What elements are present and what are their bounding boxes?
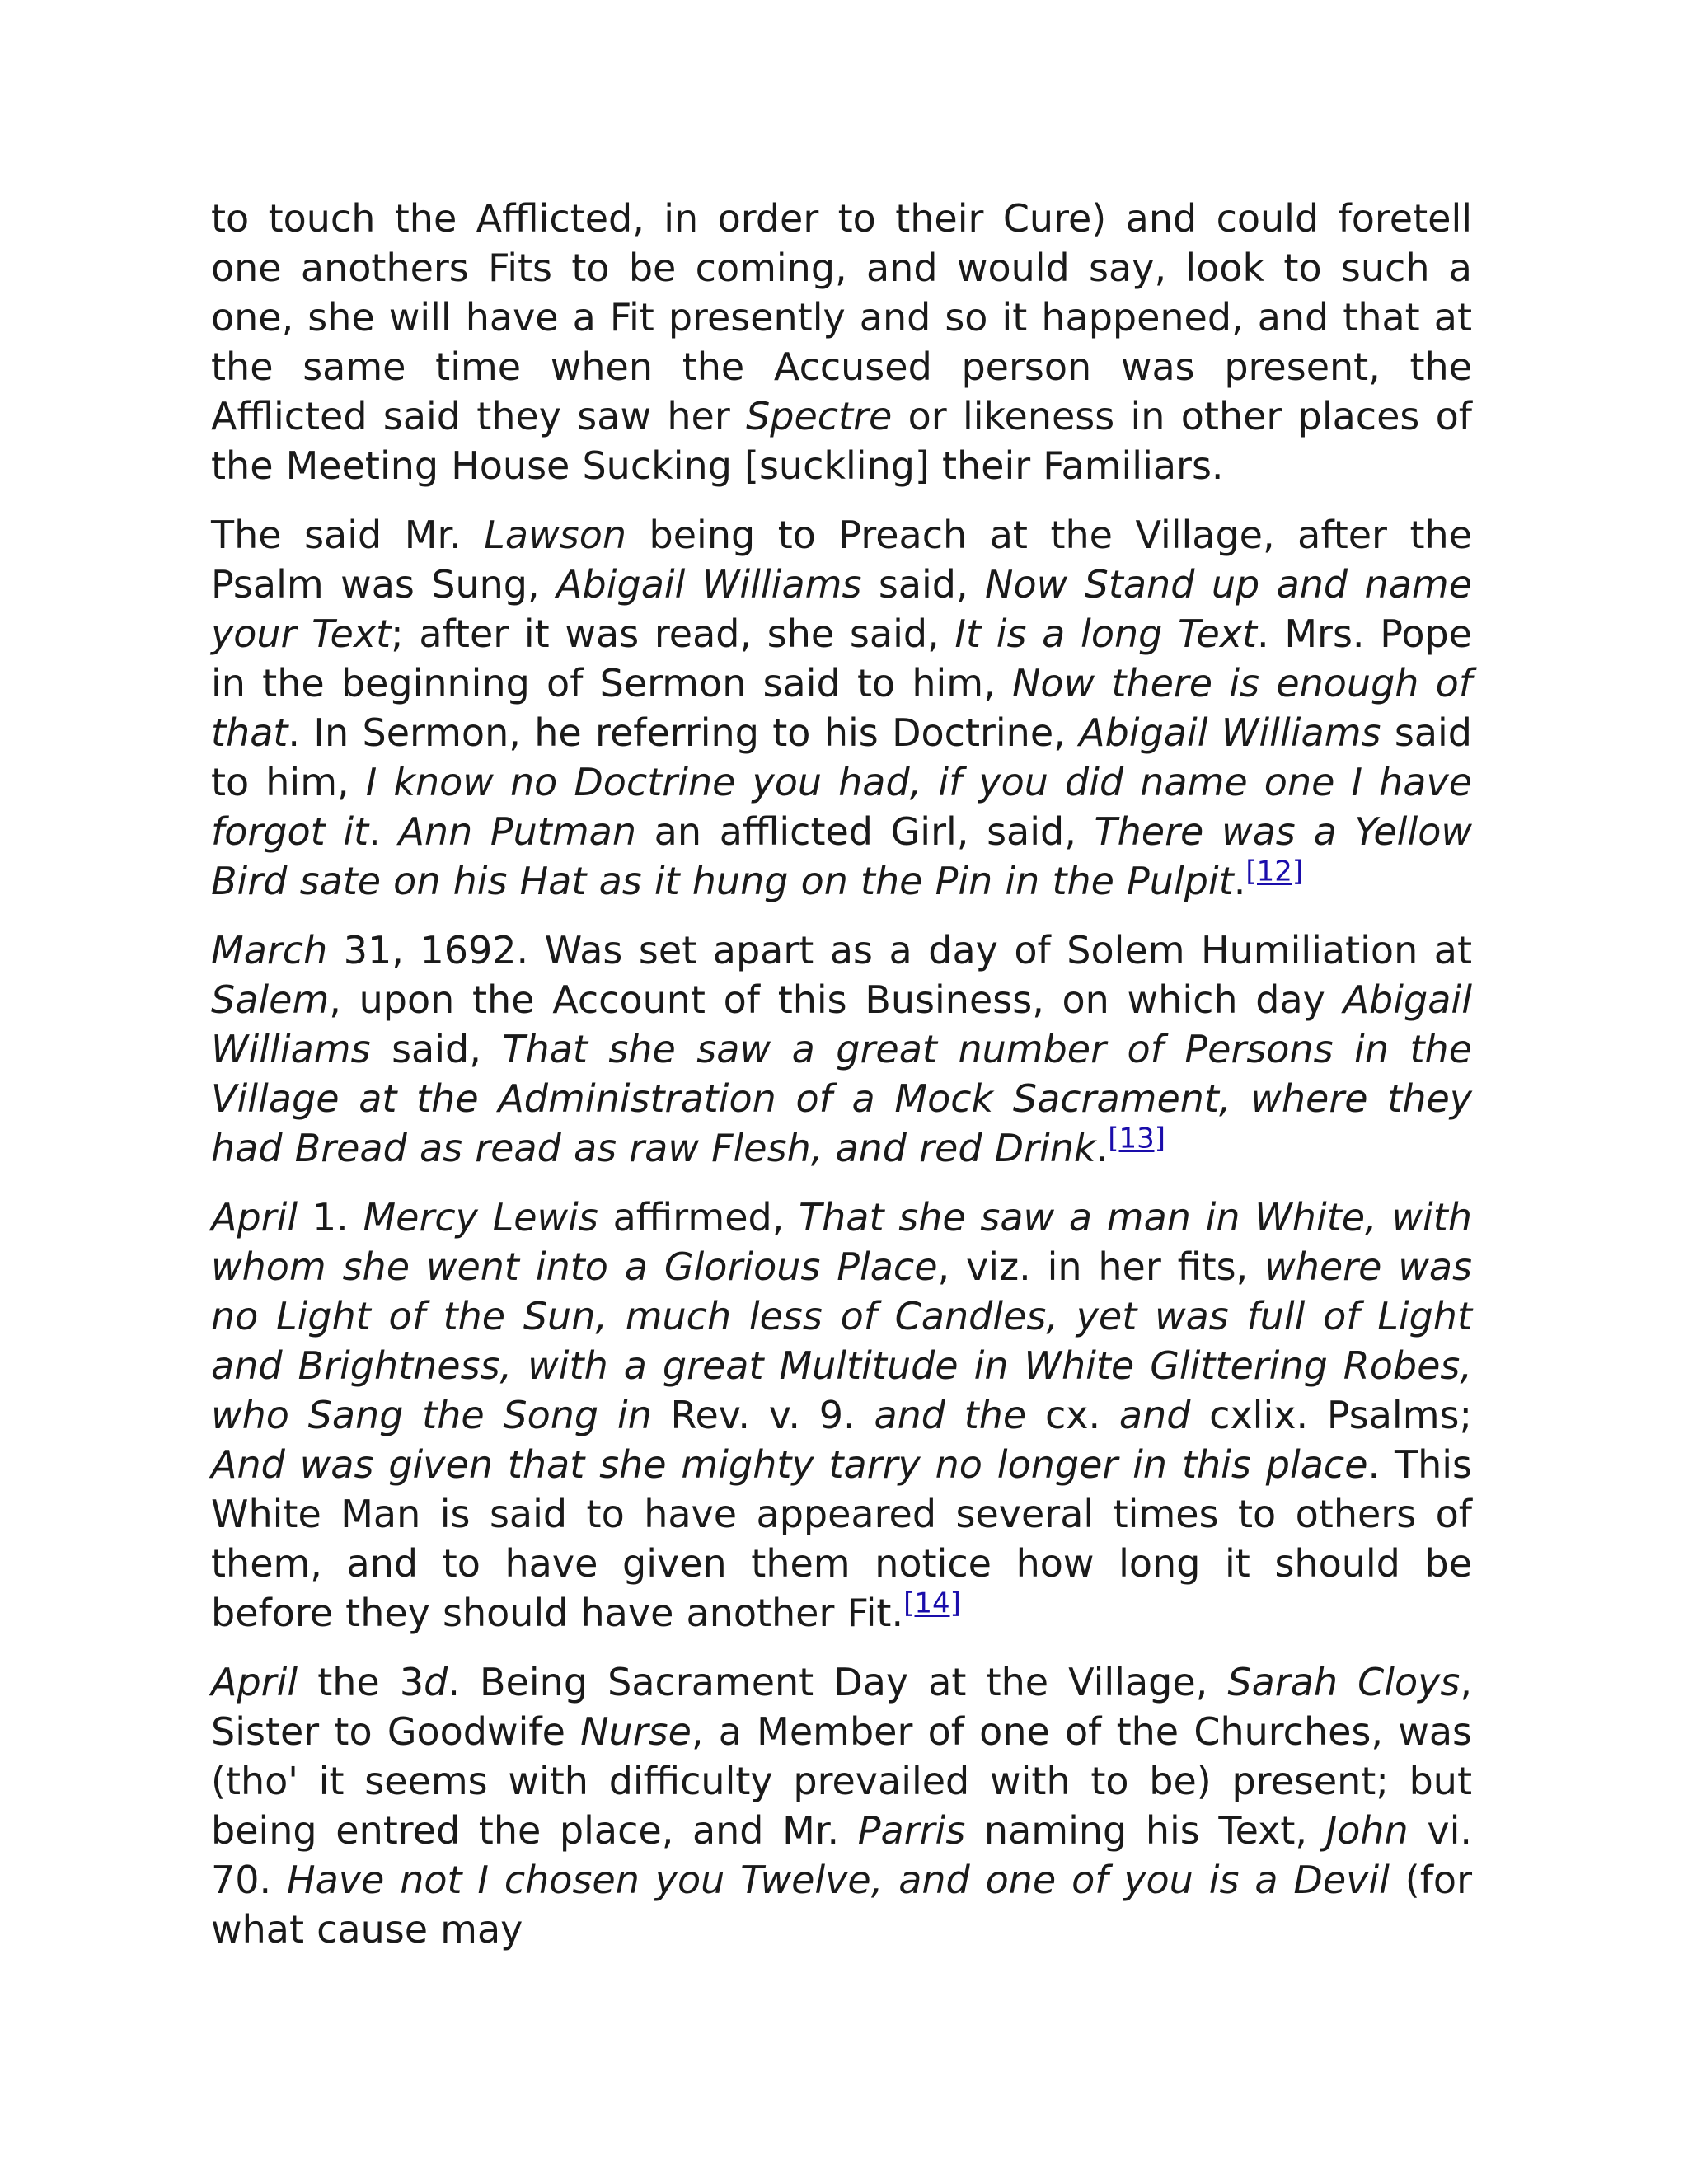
text-run: being to Preach at the Village, after the Psalm was Sung, <box>211 513 1472 607</box>
italic-text: where was no Light of the Sun, much less of Candles, yet was full of Light and Brightness, with a great Multitude in White Glittering Robes, who Sang the Song in <box>211 1244 1472 1437</box>
italic-text: I know no Doctrine you had, if you did name one I have forgot it <box>211 760 1472 854</box>
text-run: said, <box>861 562 986 607</box>
italic-text: Abigail Williams <box>211 977 1472 1071</box>
text-run: . <box>1095 1126 1109 1170</box>
paragraph-1 <box>211 194 1472 490</box>
paragraph-3 <box>211 926 1472 1173</box>
text-run: 31, 1692. Was set apart as a day of Solem Humiliation at <box>327 928 1472 972</box>
text-run: The said Mr. <box>211 513 485 557</box>
italic-text: and <box>1118 1393 1191 1437</box>
text-run: . Mrs. Pope in the beginning of Sermon said to him, <box>211 612 1472 705</box>
text-run: vi. 70. <box>211 1808 1472 1902</box>
italic-text: Lawson <box>484 513 626 557</box>
footnote-link[interactable]: [13] <box>1108 1122 1165 1155</box>
text-run: or likeness in other places of the Meeting House Sucking [suckling] their Familiars. <box>211 394 1472 488</box>
text-run: cxlix. Psalms; <box>1190 1393 1472 1437</box>
italic-text: March <box>211 928 328 972</box>
italic-text: Salem <box>211 977 330 1022</box>
italic-text: Ann Putman <box>398 809 636 854</box>
italic-text: d <box>424 1660 448 1704</box>
italic-text: Abigail Williams <box>556 562 862 607</box>
italic-text: April <box>211 1660 298 1704</box>
text-run: 1. <box>298 1195 363 1240</box>
italic-text: It is a long Text <box>954 612 1258 656</box>
text-run: the 3 <box>298 1660 424 1704</box>
italic-text: April <box>211 1195 298 1240</box>
text-run: Rev. v. 9. <box>651 1393 874 1437</box>
text-run: cx. <box>1026 1393 1119 1437</box>
paragraph-5 <box>211 1657 1472 1954</box>
italic-text: That she saw a man in White, with whom she went into a Glorious Place <box>211 1195 1472 1289</box>
footnote-link[interactable]: [12] <box>1245 855 1304 888</box>
text-run: an afflicted Girl, said, <box>636 809 1095 854</box>
text-run: said, <box>370 1027 503 1071</box>
text-run: . Being Sacrament Day at the Village, <box>448 1660 1228 1704</box>
paragraph-2 <box>211 510 1472 906</box>
italic-text: Now there is enough of that <box>211 661 1473 755</box>
paragraph-4 <box>211 1193 1472 1638</box>
text-run: . In Sermon, he referring to his Doctrine, <box>288 710 1080 755</box>
text-run: (for what cause may <box>211 1858 1472 1952</box>
text-run: to touch the Afflicted, in order to their Cure) and could foretell one anothers Fits to be coming, and would say, look to such a one, she will have a Fit presently and so it happened, and that at the same time when the Accused person was present, the Afflicted said they saw her <box>211 196 1472 438</box>
italic-text: and the <box>874 1393 1027 1437</box>
italic-text: Now Stand up and name your Text <box>211 562 1473 656</box>
italic-text: Abigail Williams <box>1079 710 1381 755</box>
italic-text: Nurse <box>580 1709 692 1754</box>
italic-text: Sarah Cloys <box>1227 1660 1461 1704</box>
text-run: , a Member of one of the Churches, was (tho' it seems with difficulty prevailed with to be) present; but being entred the place, and Mr. <box>211 1709 1472 1853</box>
text-run: affirmed, <box>598 1195 799 1240</box>
text-run: . <box>368 809 399 854</box>
italic-text: Parris <box>857 1808 966 1853</box>
text-run: , Sister to Goodwife <box>211 1660 1472 1754</box>
text-run: , viz. in her fits, <box>937 1244 1265 1289</box>
italic-text: Have not I chosen you Twelve, and one of you is a Devil <box>287 1858 1390 1902</box>
italic-text: Spectre <box>746 394 893 438</box>
italic-text: That she saw a great number of Persons in the Village at the Administration of a Mock Sacrament, where they had Bread as read as raw Flesh, and red Drink <box>211 1027 1473 1170</box>
document-page <box>211 194 1472 1974</box>
italic-text: John <box>1325 1808 1409 1853</box>
text-run: said to him, <box>211 710 1472 804</box>
text-run: . This White Man is said to have appeared several times to others of them, and to have given them notice how long it should be before they should have another Fit. <box>211 1442 1473 1635</box>
text-run: , upon the Account of this Business, on which day <box>329 977 1343 1022</box>
text-run: naming his Text, <box>965 1808 1326 1853</box>
text-run: . <box>1233 859 1246 903</box>
italic-text: And was given that she mighty tarry no longer in this place <box>211 1442 1368 1487</box>
italic-text: There was a Yellow Bird sate on his Hat as it hung on the Pin in the Pulpit <box>211 809 1472 903</box>
italic-text: Mercy Lewis <box>363 1195 598 1240</box>
text-run: ; after it was read, she said, <box>391 612 955 656</box>
footnote-link[interactable]: [14] <box>903 1586 961 1620</box>
